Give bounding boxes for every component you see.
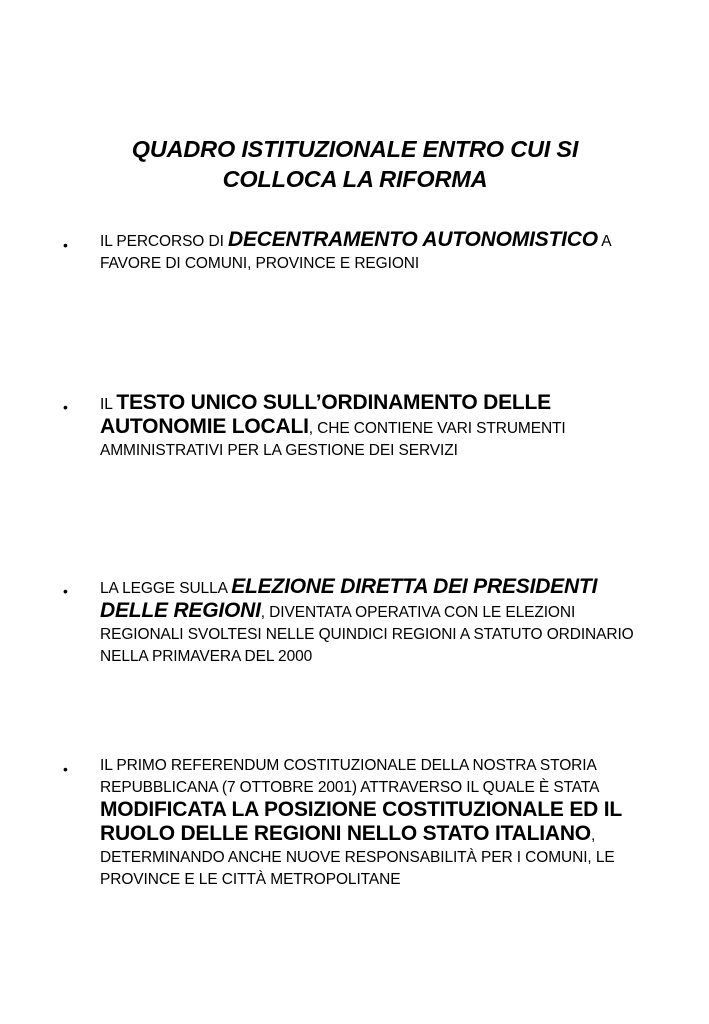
title-line-2: COLLOCA LA RIFORMA [222, 166, 488, 192]
bullet-marker: • [63, 237, 68, 253]
bullet-text-emphasis: DECENTRAMENTO AUTONOMISTICO [227, 228, 598, 251]
bullet-text-emphasis: MODIFICATA LA POSIZIONE COSTITUZIONALE ED IL RUOLO DELLE REGIONI NELLO STATO ITALIANO [100, 798, 622, 845]
bullet-text-pre: LA LEGGE SULLA [100, 580, 232, 597]
bullet-text-pre: IL PERCORSO DI [100, 233, 228, 250]
bullet-text-pre: IL [100, 396, 117, 413]
bullet-text-post: A FAVORE DI COMUNI, PROVINCE E REGIONI [100, 233, 611, 272]
bullet-marker: • [63, 583, 68, 599]
bullet-text [100, 392, 645, 462]
bullet-text-post: , DIVENTATA OPERATIVA CON LE ELEZIONI REGIONALI SVOLTESI NELLE QUINDICI REGIONI A STATUTO ORDINARIO NELLA PRIMAVERA DEL 2000 [100, 604, 634, 665]
bullet-text-post: , DETERMINANDO ANCHE NUOVE RESPONSABILITÀ PER I COMUNI, LE PROVINCE E LE CITTÀ METROPOLITANE [100, 827, 615, 888]
title-line-1: QUADRO ISTITUZIONALE ENTRO CUI SI [131, 136, 579, 162]
bullet-text [100, 576, 645, 668]
bullet-text-emphasis: TESTO UNICO SULL’ORDINAMENTO DELLE AUTONOMIE LOCALI [100, 391, 551, 438]
bullet-marker: • [63, 761, 68, 777]
bullet-text-post: , CHE CONTIENE VARI STRUMENTI AMMINISTRATIVI PER LA GESTIONE DEI SERVIZI [100, 420, 566, 459]
bullet-text-emphasis: ELEZIONE DIRETTA DEI PRESIDENTI DELLE REGIONI [100, 575, 598, 622]
page-title [60, 134, 650, 194]
bullet-text [100, 755, 645, 891]
bullet-text-pre: IL PRIMO REFERENDUM COSTITUZIONALE DELLA NOSTRA STORIA REPUBBLICANA (7 OTTOBRE 2001) ATTRAVERSO IL QUALE È STATA [100, 757, 599, 796]
bullet-text [100, 229, 645, 275]
bullet-marker: • [63, 399, 68, 415]
